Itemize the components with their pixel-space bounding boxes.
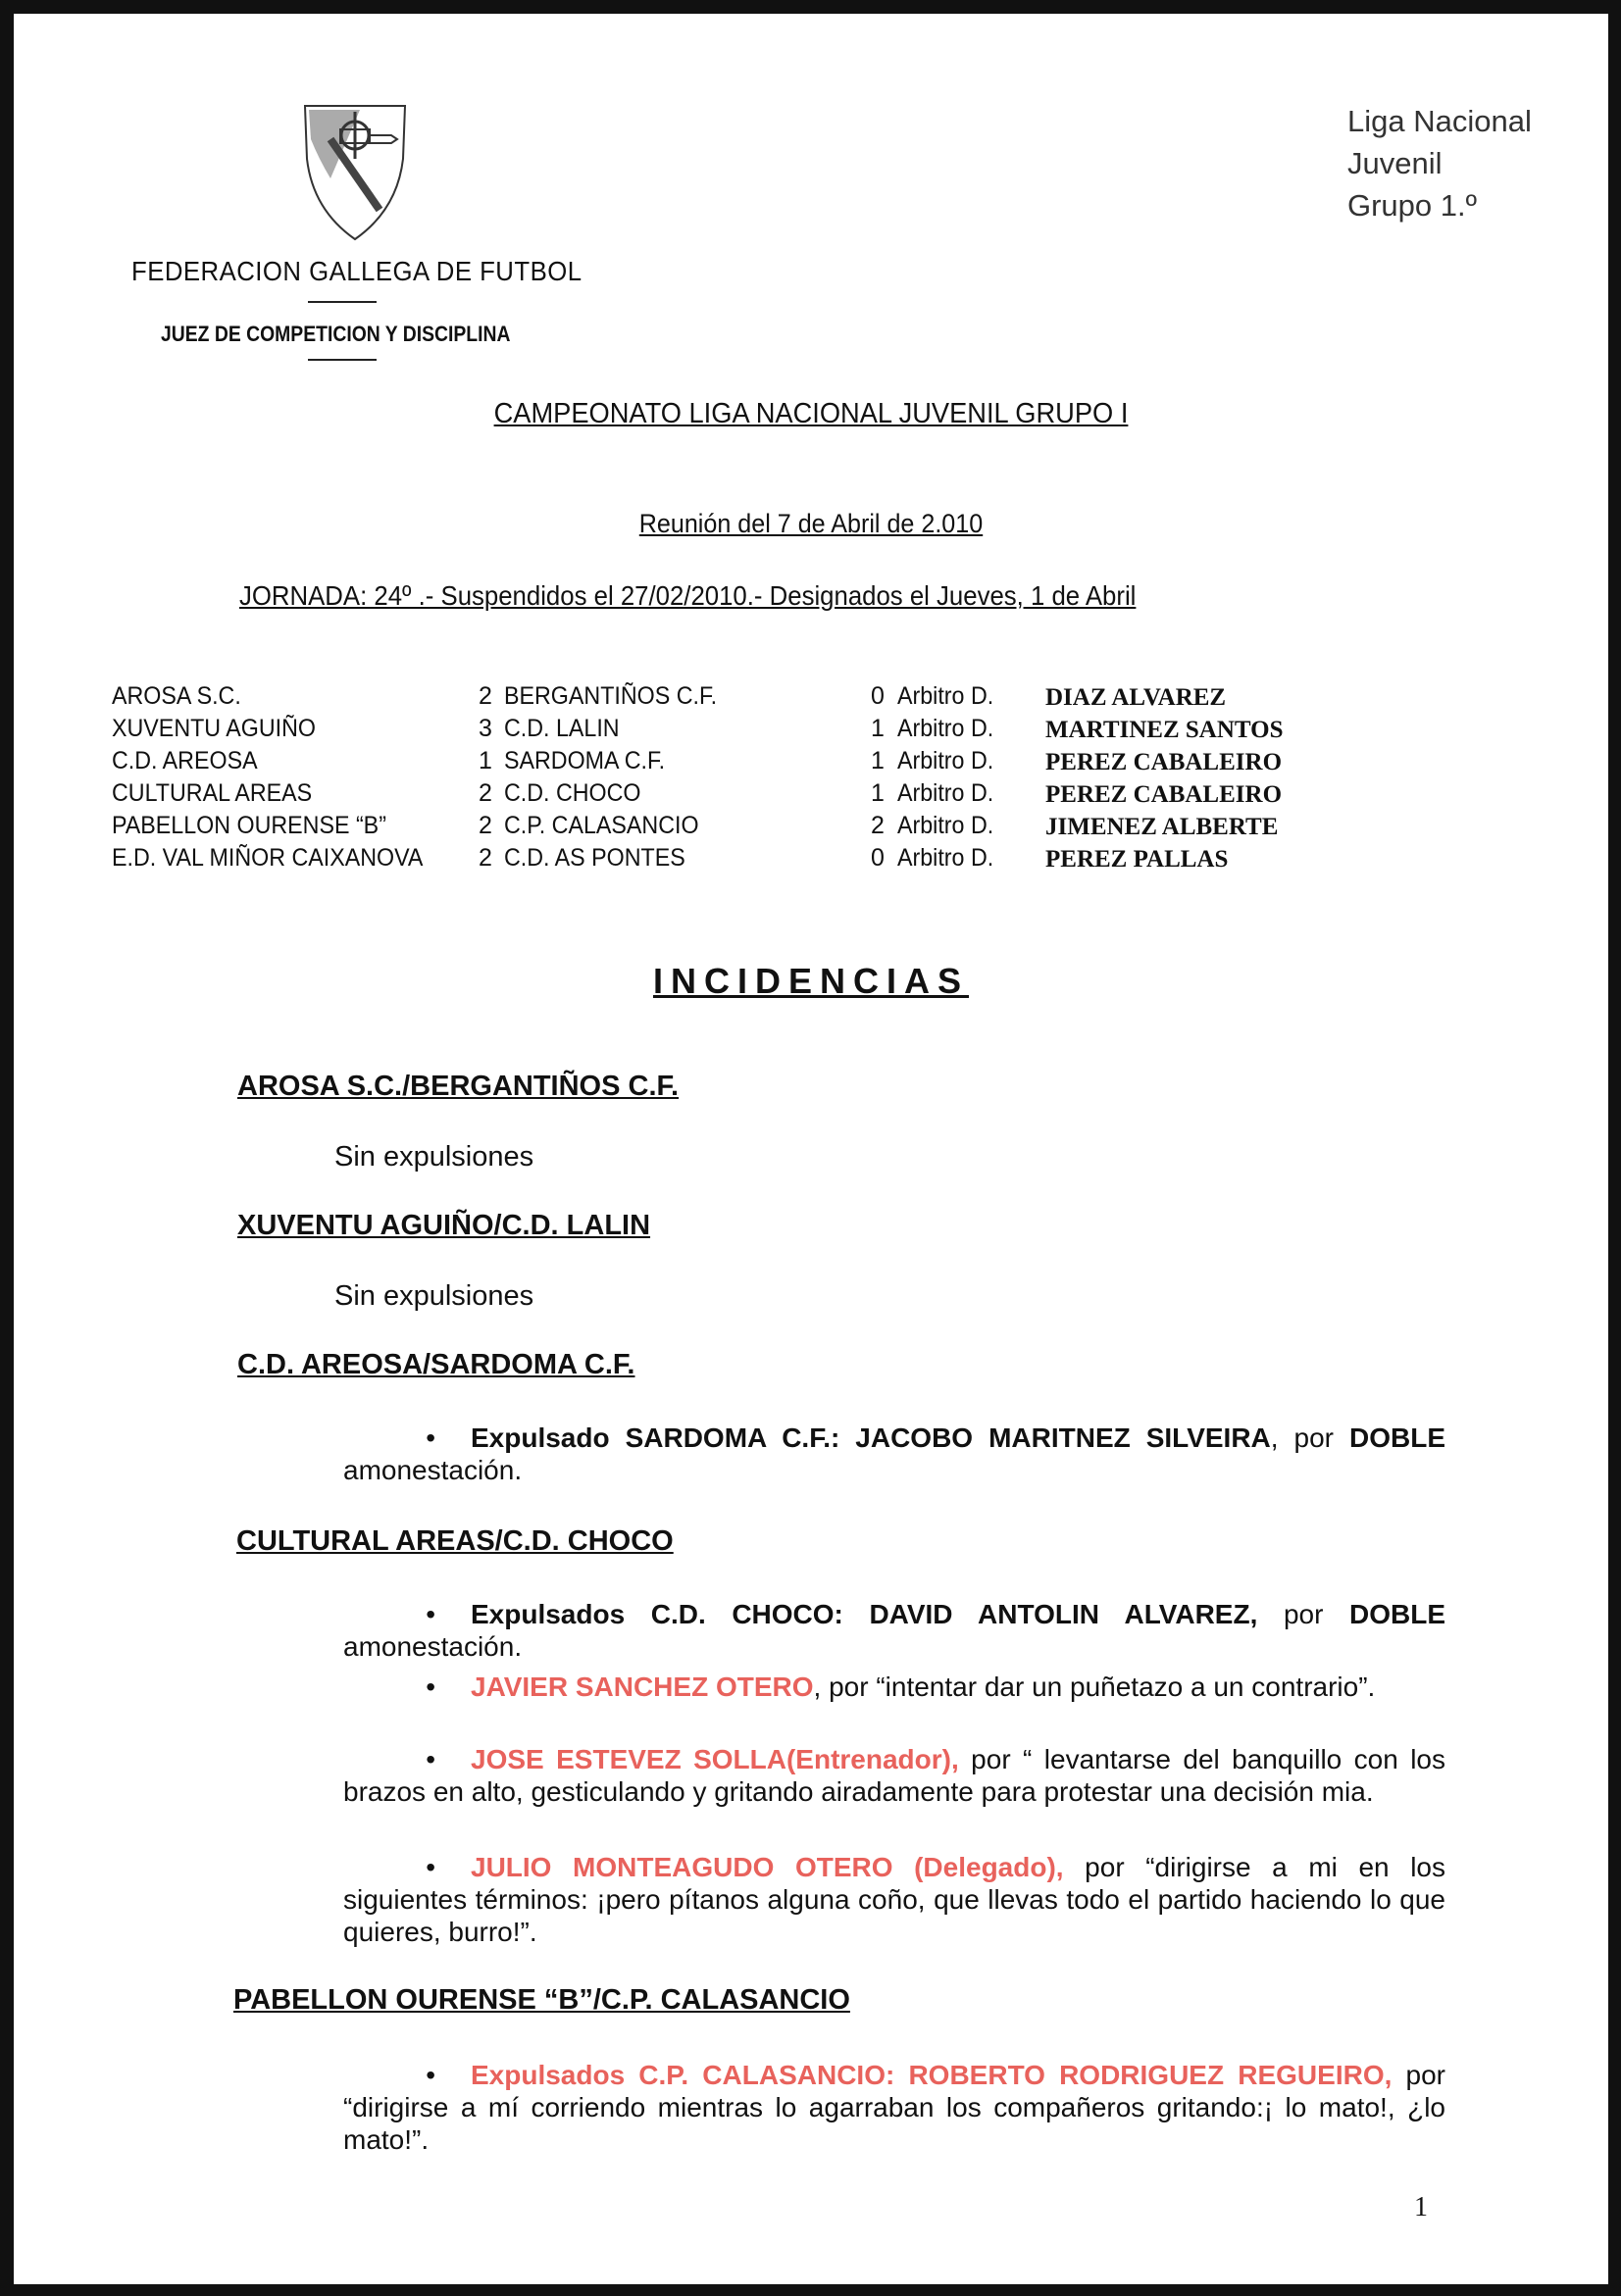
incident-paragraph [343, 1851, 1445, 1948]
referee-name: PEREZ CABALEIRO [1045, 781, 1283, 808]
expelled-person: JOSE ESTEVEZ SOLLA(Entrenador), [471, 1744, 959, 1774]
incident-paragraph [343, 1671, 1445, 1703]
expulsion-lead: Expulsados C.D. CHOCO: DAVID ANTOLIN ALVAREZ, [471, 1599, 1258, 1629]
incident-text: Sin expulsiones [334, 1280, 534, 1312]
away-score: 2 [871, 812, 885, 839]
incident-paragraph [343, 1422, 1445, 1486]
incident-text: por “dirigirse a mí corriendo mientras lo agarraban los compañeros gritando:¡ lo mato!, ¿lo mato!”. [343, 2060, 1445, 2155]
league-line: Juvenil [1347, 146, 1443, 180]
document-title: CAMPEONATO LIGA NACIONAL JUVENIL GRUPO I [493, 398, 1129, 429]
expelled-person: JAVIER SANCHEZ OTERO [471, 1672, 814, 1702]
league-line: Grupo 1.º [1347, 188, 1477, 223]
home-score: 2 [479, 779, 492, 807]
expelled-person: JULIO MONTEAGUDO OTERO (Delegado), [471, 1852, 1064, 1882]
expelled-person: Expulsados C.P. CALASANCIO: ROBERTO RODRIGUEZ REGUEIRO, [471, 2060, 1393, 2090]
divider [308, 359, 377, 361]
incident-text: amonestación. [343, 1455, 523, 1485]
federation-name: FEDERACION GALLEGA DE FUTBOL [131, 256, 583, 286]
home-team: PABELLON OURENSE “B” [112, 812, 386, 839]
league-line: Liga Nacional [1347, 104, 1532, 138]
home-score: 2 [479, 682, 492, 710]
bullet: • [426, 1744, 435, 1774]
referee-role: Arbitro D. [897, 812, 994, 839]
home-score: 2 [479, 812, 492, 839]
away-score: 1 [871, 715, 885, 742]
meeting-date: Reunión del 7 de Abril de 2.010 [638, 509, 984, 538]
away-score: 1 [871, 747, 885, 774]
incident-text: amonestación. [343, 1631, 523, 1662]
away-score: 0 [871, 844, 885, 872]
away-team: C.P. CALASANCIO [504, 812, 699, 839]
referee-name: MARTINEZ SANTOS [1045, 717, 1284, 743]
incident-emphasis: DOBLE [1349, 1599, 1445, 1629]
referee-name: DIAZ ALVAREZ [1045, 684, 1227, 711]
incident-emphasis: DOBLE [1349, 1423, 1445, 1453]
incident-text: , por [1270, 1423, 1349, 1453]
away-team: C.D. AS PONTES [504, 844, 685, 872]
home-team: C.D. AREOSA [112, 747, 258, 774]
expulsion-lead: Expulsado SARDOMA C.F.: JACOBO MARITNEZ SILVEIRA [471, 1423, 1271, 1453]
page-number: 1 [1414, 2192, 1428, 2222]
incident-text: , por “intentar dar un puñetazo a un contrario”. [813, 1672, 1376, 1702]
jornada-line: JORNADA: 24º .- Suspendidos el 27/02/2010.- Designados el Jueves, 1 de Abril [239, 580, 1137, 611]
incident-match-title: XUVENTU AGUIÑO/C.D. LALIN [237, 1210, 651, 1241]
incident-text: por [1257, 1599, 1349, 1629]
away-score: 1 [871, 779, 885, 807]
incident-paragraph [343, 1598, 1445, 1663]
incident-text: por “ levantarse del banquillo con los brazos en alto, gesticulando y gritando airadamente para protestar una decisión mia. [343, 1744, 1445, 1807]
referee-role: Arbitro D. [897, 844, 994, 872]
office-name: JUEZ DE COMPETICION Y DISCIPLINA [161, 322, 511, 346]
home-team: AROSA S.C. [112, 682, 241, 710]
away-team: SARDOMA C.F. [504, 747, 666, 774]
away-team: C.D. CHOCO [504, 779, 641, 807]
incident-match-title: C.D. AREOSA/SARDOMA C.F. [237, 1349, 635, 1380]
home-team: E.D. VAL MIÑOR CAIXANOVA [112, 844, 424, 872]
referee-role: Arbitro D. [897, 715, 994, 742]
divider [308, 301, 377, 303]
referee-name: PEREZ PALLAS [1045, 846, 1229, 873]
away-score: 0 [871, 682, 885, 710]
bullet: • [426, 1852, 435, 1882]
bullet: • [426, 2060, 435, 2090]
referee-role: Arbitro D. [897, 747, 994, 774]
home-team: XUVENTU AGUIÑO [112, 715, 317, 742]
incident-match-title: CULTURAL AREAS/C.D. CHOCO [236, 1525, 674, 1557]
away-team: C.D. LALIN [504, 715, 620, 742]
referee-role: Arbitro D. [897, 779, 994, 807]
away-team: BERGANTIÑOS C.F. [504, 682, 718, 710]
incident-match-title: AROSA S.C./BERGANTIÑOS C.F. [237, 1071, 680, 1102]
bullet: • [426, 1423, 435, 1453]
incident-text: Sin expulsiones [334, 1141, 534, 1173]
referee-role: Arbitro D. [897, 682, 994, 710]
incident-paragraph [343, 2059, 1445, 2156]
bullet: • [426, 1672, 435, 1702]
federation-crest-icon [301, 100, 409, 243]
incident-paragraph [343, 1743, 1445, 1808]
home-score: 3 [479, 715, 492, 742]
home-score: 2 [479, 844, 492, 872]
referee-name: JIMENEZ ALBERTE [1045, 814, 1279, 840]
league-label [1347, 100, 1532, 226]
incidencias-heading: INCIDENCIAS [652, 961, 970, 1001]
bullet: • [426, 1599, 435, 1629]
home-team: CULTURAL AREAS [112, 779, 313, 807]
document-page [14, 14, 1608, 2284]
incident-match-title: PABELLON OURENSE “B”/C.P. CALASANCIO [233, 1984, 850, 2016]
referee-name: PEREZ CABALEIRO [1045, 749, 1283, 775]
home-score: 1 [479, 747, 492, 774]
incident-text: por “dirigirse a mi en los siguientes términos: ¡pero pítanos alguna coño, que llevas todo el partido haciendo lo que quieres, burro!”. [343, 1852, 1445, 1947]
